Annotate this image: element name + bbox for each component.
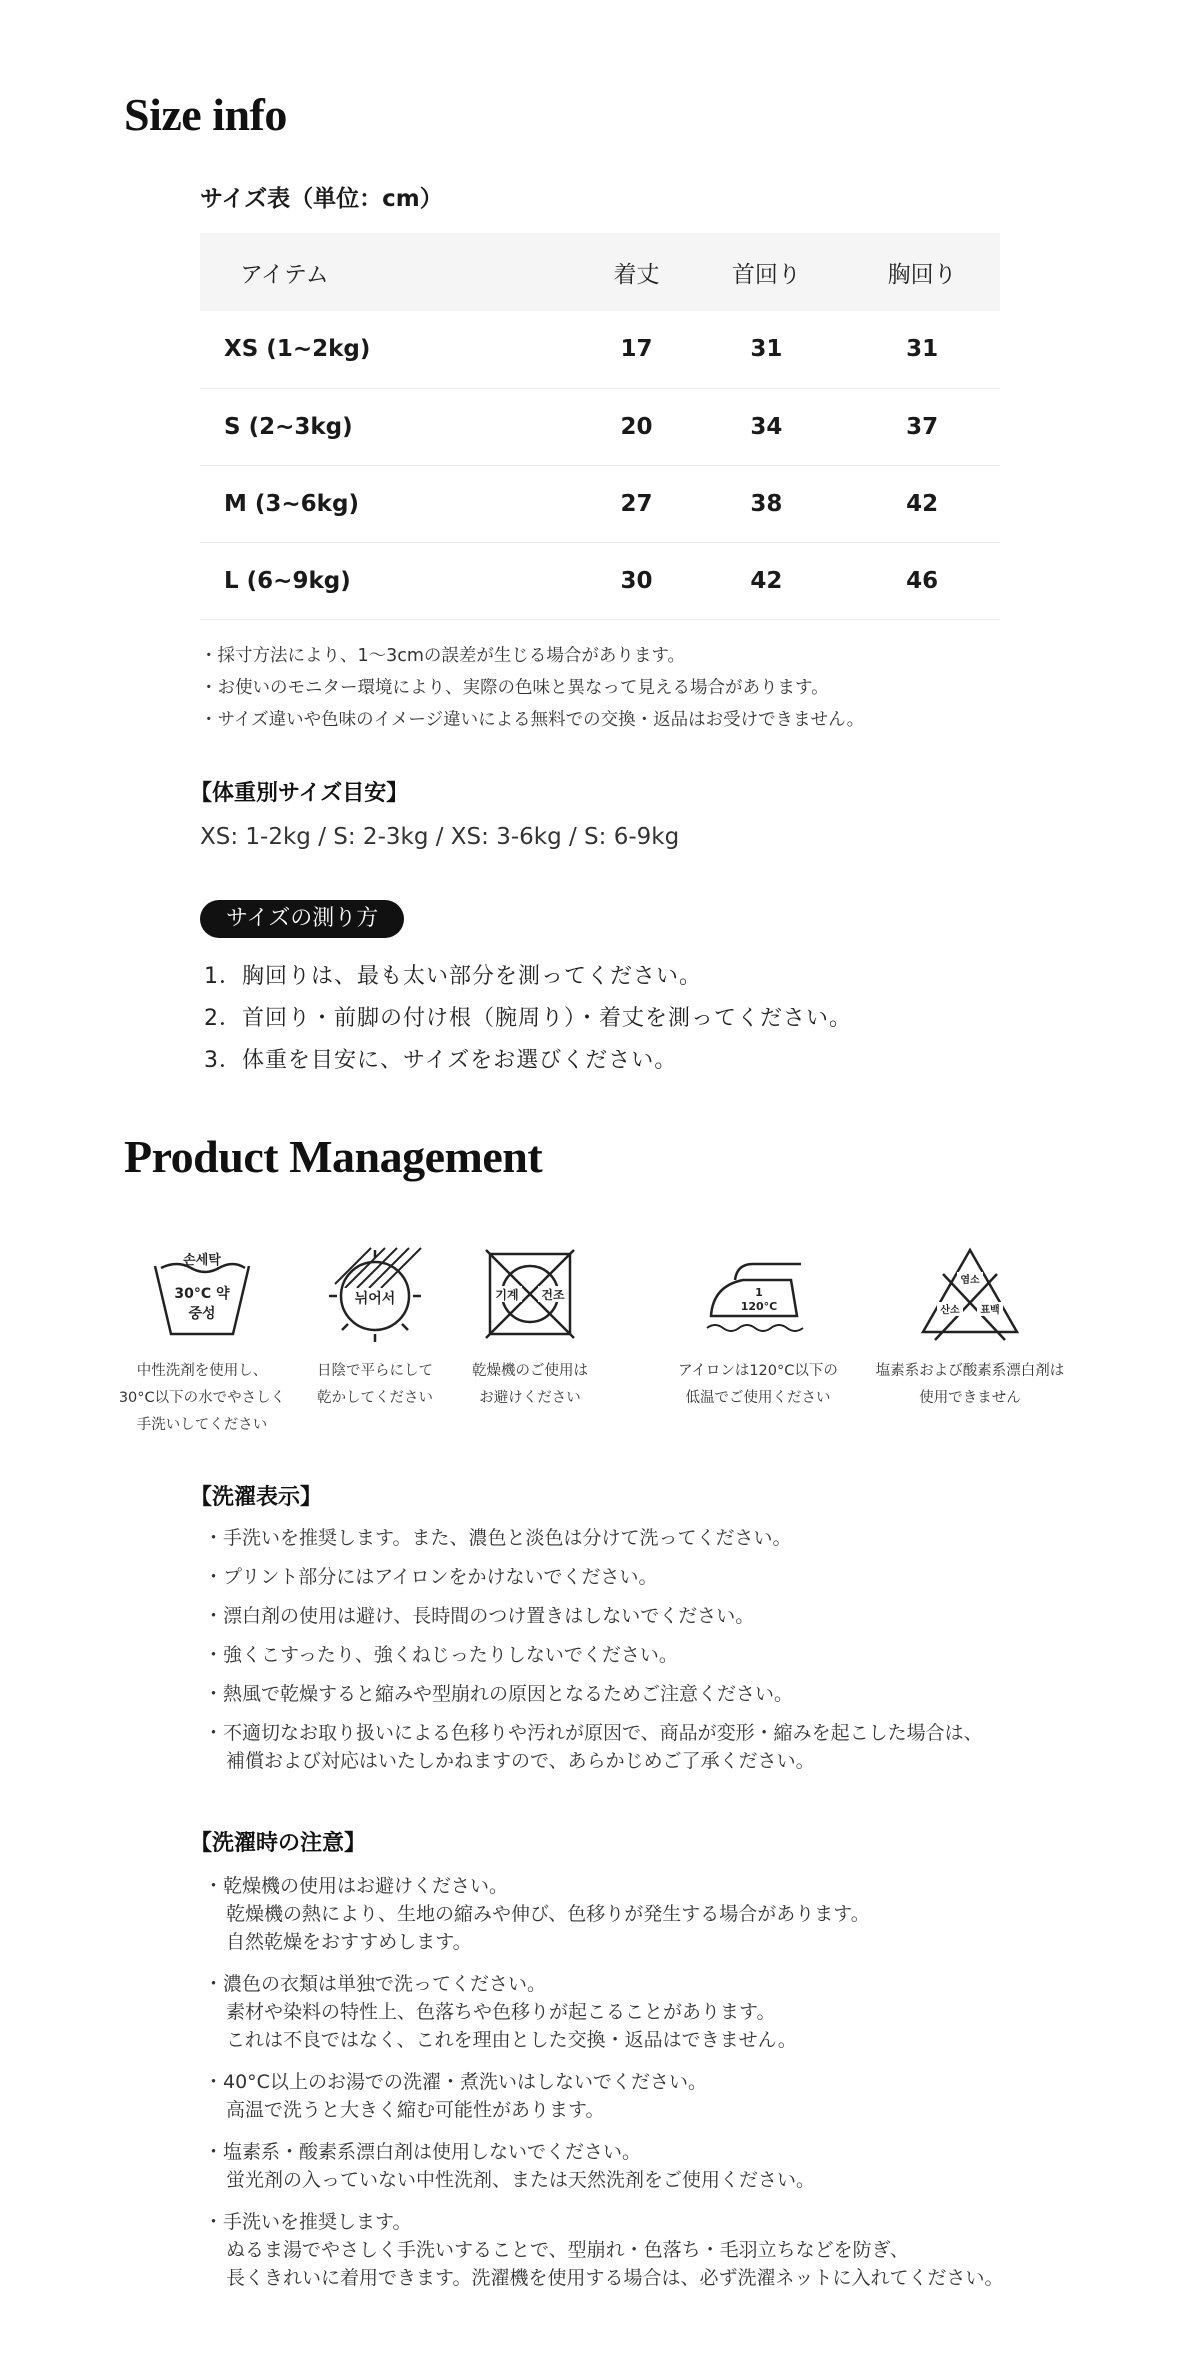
list-item-text: ・濃色の衣類は単独で洗ってください。	[204, 1973, 547, 1995]
bleach-label: 표백	[980, 1305, 1000, 1316]
care-icon-no-bleach	[850, 1244, 1090, 1412]
length-cell: 30	[585, 542, 689, 619]
shade-dry-label: 뉘어서	[354, 1291, 396, 1307]
length-cell: 27	[585, 465, 689, 542]
no-dry-dry-label: 건조	[541, 1288, 565, 1302]
column-header-neck: 首回り	[688, 233, 844, 311]
caption-line: 塩素系および酸素系漂白剤は	[875, 1363, 1065, 1379]
size-note: ・お使いのモニター環境により、実際の色味と異なって見える場合があります。	[200, 678, 829, 698]
list-item	[204, 2208, 1003, 2292]
list-item-text: ・不適切なお取り扱いによる色移りや汚れが原因で、商品が変形・縮みを起こした場合は、	[204, 1722, 983, 1744]
list-item-detail: 乾燥機の熱により、生地の縮みや伸び、色移りが発生する場合があります。	[226, 1903, 870, 1925]
list-item	[204, 2068, 1003, 2124]
size-note: ・採寸方法により、1〜3cmの誤差が生じる場合があります。	[200, 646, 686, 666]
product-management-heading: Product Management	[124, 1131, 543, 1182]
list-item	[204, 1602, 983, 1630]
caption-line: 乾かしてください	[317, 1390, 433, 1406]
measure-pill-label: サイズの測り方	[200, 900, 404, 938]
care-icon-iron	[648, 1244, 868, 1412]
caption-line: お避けください	[479, 1390, 581, 1406]
list-item-text: ・漂白剤の使用は避け、長時間のつけ置きはしないでください。	[204, 1605, 755, 1627]
list-item	[204, 1970, 1003, 2054]
caption-line: 使用できません	[919, 1390, 1021, 1406]
size-cell: L (6~9kg)	[200, 542, 585, 619]
chest-cell: 37	[844, 388, 1000, 465]
list-item-text-continued: 補償および対応はいたしかねますので、あらかじめご了承ください。	[226, 1750, 815, 1772]
list-item	[204, 1563, 983, 1591]
care-icon-caption	[445, 1358, 615, 1412]
list-item-text: ・手洗いを推奨します。	[204, 2211, 412, 2233]
list-item-text: ・塩素系・酸素系漂白剤は使用しないでください。	[204, 2141, 642, 2163]
neck-cell: 34	[688, 388, 844, 465]
table-row	[200, 465, 1000, 542]
hand-wash-temp-label: 30°C 약	[174, 1286, 230, 1302]
caption-line: アイロンは120°C以下の	[678, 1363, 838, 1379]
hand-wash-neutral-label: 중성	[188, 1306, 216, 1322]
list-item	[204, 1680, 983, 1708]
column-header-chest: 胸回り	[844, 233, 1000, 311]
iron-low-icon	[693, 1244, 823, 1344]
size-table-caption: サイズ表（単位：cm）	[200, 186, 443, 212]
care-icon-shade-dry	[290, 1244, 460, 1412]
list-item-text: ・手洗いを推奨します。また、濃色と淡色は分けて洗ってください。	[204, 1527, 792, 1549]
care-icon-caption	[290, 1358, 460, 1412]
list-item-text: ・強くこすったり、強くねじったりしないでください。	[204, 1644, 678, 1666]
list-item-text: ・プリント部分にはアイロンをかけないでください。	[204, 1566, 658, 1588]
list-item-text: ・40°C以上のお湯での洗濯・煮洗いはしないでください。	[204, 2071, 707, 2093]
size-notes	[200, 640, 864, 736]
neck-cell: 38	[688, 465, 844, 542]
size-cell: S (2~3kg)	[200, 388, 585, 465]
hand-wash-label: 손세탁	[183, 1253, 221, 1268]
no-dry-machine-label: 기계	[495, 1288, 519, 1302]
care-icon-caption	[92, 1358, 312, 1439]
wash-label-list	[204, 1524, 983, 1786]
column-header-length: 着丈	[585, 233, 689, 311]
measure-step: 2．首回り・前脚の付け根（腕周り）・着丈を測ってください。	[204, 1006, 852, 1031]
washing-caution-title: 【洗濯時の注意】	[190, 1831, 367, 1856]
list-item-text: ・乾燥機の使用はお避けください。	[204, 1875, 509, 1897]
list-item-text: ・熱風で乾燥すると縮みや型崩れの原因となるためご注意ください。	[204, 1683, 794, 1705]
size-info-heading: Size info	[124, 89, 287, 140]
caption-line: 30°C以下の水でやさしく	[118, 1390, 286, 1406]
table-row	[200, 388, 1000, 465]
care-icon-caption	[850, 1358, 1090, 1412]
list-item	[204, 1872, 1003, 1956]
table-row	[200, 542, 1000, 619]
list-item-detail: 高温で洗うと大きく縮む可能性があります。	[226, 2099, 605, 2121]
hand-wash-tub-icon	[147, 1244, 257, 1344]
length-cell: 17	[585, 311, 689, 388]
wash-label-title: 【洗濯表示】	[190, 1485, 323, 1510]
size-table	[200, 233, 1000, 620]
length-cell: 20	[585, 388, 689, 465]
measure-step: 1．胸回りは、最も太い部分を測ってください。	[204, 964, 702, 989]
weight-guide-line: XS: 1-2kg / S: 2-3kg / XS: 3-6kg / S: 6-9kg	[200, 824, 680, 850]
care-icon-caption	[648, 1358, 868, 1412]
caption-line: 日陰で平らにして	[317, 1363, 433, 1379]
care-icon-hand-wash	[92, 1244, 312, 1439]
list-item	[204, 2138, 1003, 2194]
caption-line: 低温でご使用ください	[685, 1390, 831, 1406]
oxygen-label: 산소	[940, 1305, 960, 1316]
washing-caution-list	[204, 1872, 1003, 2306]
no-tumble-dry-icon	[480, 1244, 580, 1344]
caption-line: 乾燥機のご使用は	[472, 1363, 588, 1379]
list-item-detail: ぬるま湯でやさしく手洗いすることで、型崩れ・色落ち・毛羽立ちなどを防ぎ、	[226, 2239, 909, 2261]
chest-cell: 31	[844, 311, 1000, 388]
no-bleach-icon	[915, 1244, 1025, 1344]
chlorine-label: 염소	[960, 1275, 980, 1286]
chest-cell: 46	[844, 542, 1000, 619]
list-item-detail: これは不良ではなく、これを理由とした交換・返品はできません。	[226, 2029, 797, 2051]
measure-steps	[204, 956, 852, 1082]
list-item	[204, 1524, 983, 1552]
table-row	[200, 311, 1000, 388]
size-cell: M (3~6kg)	[200, 465, 585, 542]
chest-cell: 42	[844, 465, 1000, 542]
size-note: ・サイズ違いや色味のイメージ違いによる無料での交換・返品はお受けできません。	[200, 710, 865, 730]
iron-dot-label: 1	[755, 1286, 763, 1299]
list-item-detail: 自然乾燥をおすすめします。	[226, 1931, 472, 1953]
list-item	[204, 1719, 983, 1775]
measure-step: 3．体重を目安に、サイズをお選びください。	[204, 1048, 678, 1073]
iron-temp-label: 120°C	[740, 1300, 778, 1313]
weight-guide-title: 【体重別サイズ目安】	[190, 781, 409, 806]
shade-dry-icon	[325, 1244, 425, 1344]
list-item-detail: 蛍光剤の入っていない中性洗剤、または天然洗剤をご使用ください。	[226, 2169, 816, 2191]
list-item-detail: 素材や染料の特性上、色落ちや色移りが起こることがあります。	[226, 2001, 776, 2023]
care-icon-no-tumble-dry	[445, 1244, 615, 1412]
size-cell: XS (1~2kg)	[200, 311, 585, 388]
caption-line: 手洗いしてください	[136, 1417, 268, 1433]
care-icons-row	[0, 1244, 1200, 1444]
list-item-detail: 長くきれいに着用できます。洗濯機を使用する場合は、必ず洗濯ネットに入れてください。	[226, 2267, 1004, 2289]
column-header-item: アイテム	[200, 233, 585, 311]
neck-cell: 31	[688, 311, 844, 388]
list-item	[204, 1641, 983, 1669]
neck-cell: 42	[688, 542, 844, 619]
size-table-header-row	[200, 233, 1000, 311]
caption-line: 中性洗剤を使用し、	[136, 1363, 268, 1379]
